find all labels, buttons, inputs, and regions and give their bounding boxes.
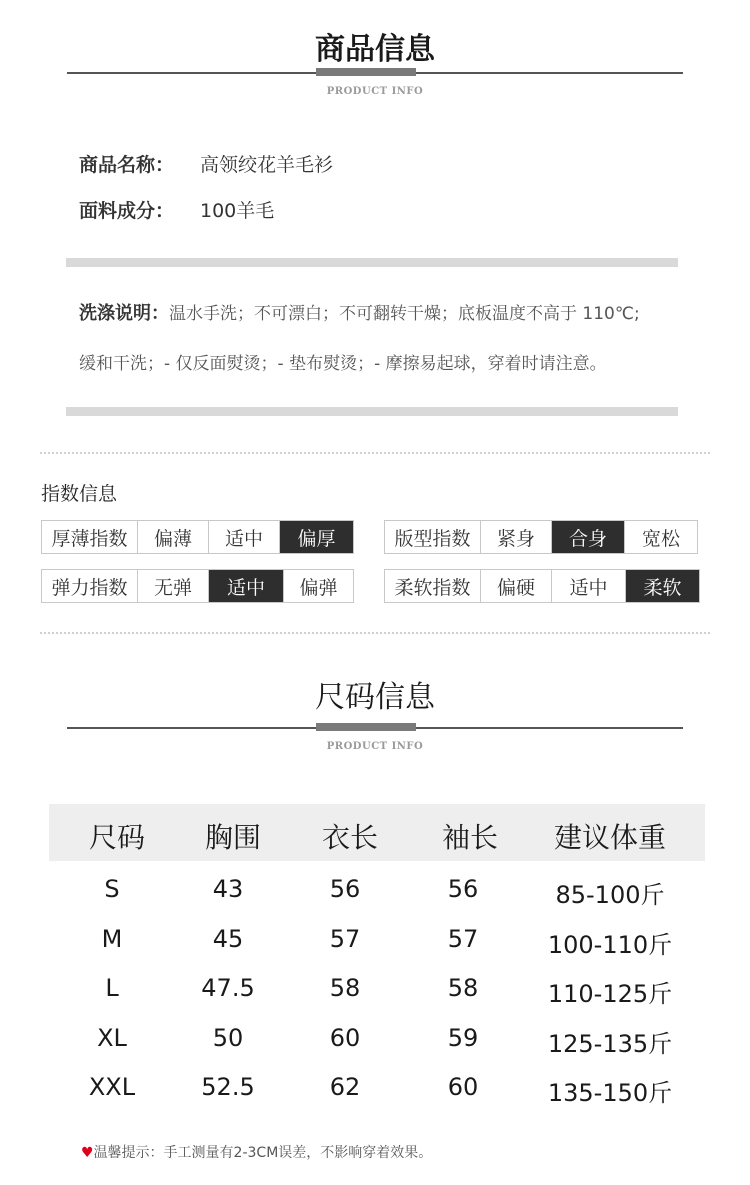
title-divider-accent [316, 723, 416, 731]
product-name-value: 高领绞花羊毛衫 [200, 154, 334, 176]
index-option: 适中 [209, 521, 280, 553]
index-option: 无弹 [138, 570, 209, 602]
wash-instructions-line1 [79, 299, 640, 325]
index-option: 适中 [552, 570, 626, 602]
index-label: 版型指数 [385, 521, 481, 553]
index-option-selected: 偏厚 [280, 521, 353, 553]
index-section-title: 指数信息 [41, 483, 118, 505]
table-row [49, 1024, 705, 1064]
wash-label: 洗涤说明： [79, 303, 169, 324]
weight-cell: 85-100斤 [555, 881, 665, 909]
section-divider-bar [66, 258, 678, 267]
size-section-title: 尺码信息 [315, 680, 435, 715]
table-row [49, 875, 705, 915]
weight-cell: 125-135斤 [547, 1030, 673, 1058]
chest-cell: 45 [212, 925, 244, 953]
sleeve-cell: 57 [447, 925, 479, 953]
size-header-cell: 衣长 [321, 821, 378, 854]
fabric-label: 面料成分： [79, 200, 175, 222]
length-cell: 57 [329, 925, 361, 953]
weight-cell: 110-125斤 [547, 980, 673, 1008]
index-label: 厚薄指数 [42, 521, 138, 553]
index-option-selected: 适中 [209, 570, 284, 602]
sleeve-cell: 58 [447, 974, 479, 1002]
size-section-subtitle: PRODUCT INFO [326, 741, 424, 752]
index-option: 偏弹 [299, 576, 338, 599]
size-cell: XXL [88, 1073, 136, 1101]
dotted-divider [40, 632, 710, 634]
sleeve-cell: 56 [447, 875, 479, 903]
index-option-selected: 合身 [552, 521, 625, 553]
section-divider-bar [66, 407, 678, 416]
size-cell: S [104, 875, 120, 903]
length-cell: 62 [329, 1073, 361, 1101]
length-cell: 56 [329, 875, 361, 903]
index-option: 偏薄 [138, 521, 209, 553]
table-row [49, 1073, 705, 1113]
tip-text: 温馨提示：手工测量有2-3CM误差，不影响穿着效果。 [93, 1145, 433, 1161]
index-row-elasticity [41, 569, 354, 603]
dotted-divider [40, 452, 710, 454]
wash-instructions-line2: 缓和干洗；- 仅反面熨烫；- 垫布熨烫；- 摩擦易起球，穿着时请注意。 [79, 354, 607, 374]
title-divider-accent [316, 68, 416, 76]
fabric-value: 100羊毛 [200, 200, 275, 222]
chest-cell: 47.5 [201, 974, 255, 1002]
index-option: 偏硬 [481, 570, 552, 602]
product-section-subtitle: PRODUCT INFO [326, 86, 424, 97]
index-label: 柔软指数 [385, 570, 481, 602]
index-label: 弹力指数 [42, 570, 138, 602]
table-row [49, 925, 705, 965]
size-table-body [49, 861, 705, 1121]
index-row-fit [384, 520, 698, 554]
product-name-label: 商品名称： [79, 154, 175, 176]
chest-cell: 43 [212, 875, 244, 903]
size-table-header [49, 804, 705, 861]
size-cell: M [101, 925, 123, 953]
size-header-cell: 胸围 [204, 821, 261, 854]
length-cell: 58 [329, 974, 361, 1002]
sleeve-cell: 60 [447, 1073, 479, 1101]
size-cell: XL [97, 1024, 127, 1052]
sleeve-cell: 59 [447, 1024, 479, 1052]
chest-cell: 50 [212, 1024, 244, 1052]
index-option-selected: 柔软 [626, 570, 699, 602]
index-row-softness [384, 569, 700, 603]
chest-cell: 52.5 [201, 1073, 255, 1101]
heart-icon: ♥ [81, 1145, 94, 1161]
wash-text-1: 温水手洗；不可漂白；不可翻转干燥；底板温度不高于 110℃; [169, 304, 640, 324]
weight-cell: 135-150斤 [547, 1079, 673, 1107]
index-row-thickness [41, 520, 354, 554]
size-header-cell: 袖长 [441, 821, 498, 854]
index-option: 宽松 [641, 527, 680, 550]
size-header-cell: 建议体重 [553, 821, 666, 854]
weight-cell: 100-110斤 [547, 931, 673, 959]
measurement-tip [81, 1142, 432, 1162]
table-row [49, 974, 705, 1014]
size-header-cell: 尺码 [88, 821, 145, 854]
index-option: 紧身 [481, 521, 552, 553]
length-cell: 60 [329, 1024, 361, 1052]
size-cell: L [105, 974, 119, 1002]
product-section-title: 商品信息 [315, 32, 435, 67]
